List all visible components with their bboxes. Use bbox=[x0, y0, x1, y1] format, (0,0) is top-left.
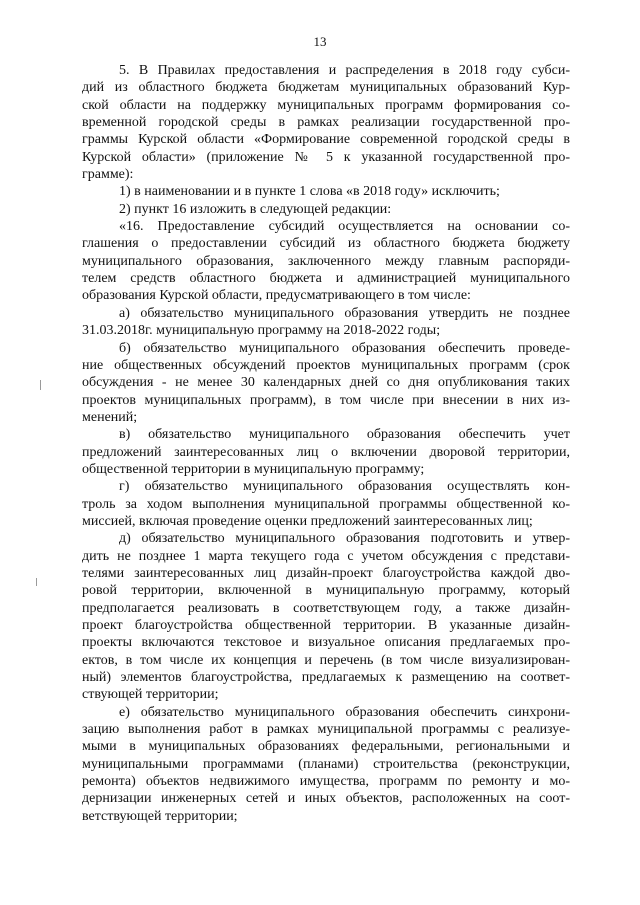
text-line: обсуждения - не менее 30 календарных дней со дня опубликования таких bbox=[82, 375, 570, 391]
text-line: проект благоустройства общественной территории. В указанные дизайн- bbox=[82, 618, 570, 633]
text-line: ской области на поддержку муниципальных программ формирования со- bbox=[82, 97, 570, 113]
document-body bbox=[82, 62, 570, 825]
text-line: ный) элементов благоустройства, предлагаемых к размещению на соответ- bbox=[82, 670, 570, 686]
text-line: дить не позднее 1 марта текущего года с учетом обсуждения с представи- bbox=[82, 548, 570, 564]
text-line: ветствующей территории; bbox=[82, 808, 238, 824]
page-number: 13 bbox=[313, 34, 327, 49]
text-line: муниципального образования, заключенного между главным распоряди- bbox=[82, 253, 570, 269]
text-line: проекты включаются текстовое и визуальное описания предлагаемых про- bbox=[82, 635, 570, 651]
text-line: б) обязательство муниципального образования обеспечить проведе- bbox=[119, 340, 570, 356]
text-line: телем средств областного бюджета и администрацией муниципального bbox=[82, 271, 570, 287]
text-line: образования Курской области, предусматривающего в том числе: bbox=[82, 288, 471, 304]
text-line: «16. Предоставление субсидий осуществляется на основании со- bbox=[119, 219, 570, 235]
text-line: 31.03.2018г. муниципальную программу на 2018-2022 годы; bbox=[82, 323, 441, 339]
text-line: ствующей территории; bbox=[82, 687, 219, 703]
scan-mark bbox=[36, 578, 37, 586]
text-line: временной городской среды в рамках реализации государственной про- bbox=[82, 115, 570, 131]
text-line: 1) в наименовании и в пункте 1 слова «в 2018 году» исключить; bbox=[119, 184, 500, 200]
text-line: ектов, в том числе их концепция и перечень (в том числе визуализирован- bbox=[82, 652, 570, 668]
text-line: 2) пункт 16 изложить в следующей редакции: bbox=[119, 201, 392, 217]
text-line: граммы Курской области «Формирование современной городской среды в bbox=[82, 132, 570, 148]
text-line: менений; bbox=[82, 409, 138, 425]
text-line: ремонта) объектов недвижимого имущества, программ по ремонту и мо- bbox=[82, 774, 570, 790]
text-line: зацию выполнения работ в рамках муниципальной программы с реализуе- bbox=[82, 722, 570, 738]
text-line: г) обязательство муниципального образования осуществлять кон- bbox=[119, 479, 570, 495]
text-line: д) обязательство муниципального образования подготовить и утвер- bbox=[119, 531, 570, 547]
text-line: 5. В Правилах предоставления и распределения в 2018 году субси- bbox=[119, 63, 570, 78]
text-line: муниципальными программами (планами) строительства (реконструкции, bbox=[82, 756, 570, 772]
text-line: е) обязательство муниципального образования обеспечить синхрони- bbox=[119, 704, 570, 720]
text-line: троль за ходом выполнения муниципальной программы общественной ко- bbox=[82, 496, 570, 512]
text-line: проектов муниципальных программ), в том числе при внесении в них из- bbox=[82, 392, 570, 408]
text-line: ние общественных обсуждений проектов муниципальных программ (срок bbox=[82, 357, 570, 373]
scan-mark bbox=[40, 380, 41, 390]
text-line: телями заинтересованных лиц дизайн-проект благоустройства каждой дво- bbox=[82, 565, 570, 581]
text-line: дий из областного бюджета бюджетам муниципальных образований Кур- bbox=[82, 80, 570, 96]
text-line: общественной территории в муниципальную программу; bbox=[82, 461, 425, 477]
text-line: мыми в муниципальных образованиях федеральными, региональными и bbox=[82, 739, 570, 755]
text-line: глашения о предоставлении субсидий из областного бюджета бюджету bbox=[82, 236, 570, 252]
text-line: грамме): bbox=[82, 167, 134, 183]
text-line: миссией, включая проведение оценки предложений заинтересованных лиц; bbox=[82, 513, 533, 529]
text-line: Курской области» (приложение № 5 к указанной государственной про- bbox=[82, 149, 570, 165]
text-line: предполагается реализовать в соответствующем году, а также дизайн- bbox=[82, 600, 570, 616]
text-line: в) обязательство муниципального образования обеспечить учет bbox=[119, 427, 570, 443]
text-line: предложений заинтересованных лиц о включении дворовой территории, bbox=[82, 444, 570, 460]
text-line: а) обязательство муниципального образования утвердить не позднее bbox=[119, 305, 570, 321]
text-line: дернизации инженерных сетей и иных объектов, расположенных на соот- bbox=[82, 791, 570, 807]
text-line: ровой территории, включенной в муниципальную программу, который bbox=[82, 583, 570, 599]
